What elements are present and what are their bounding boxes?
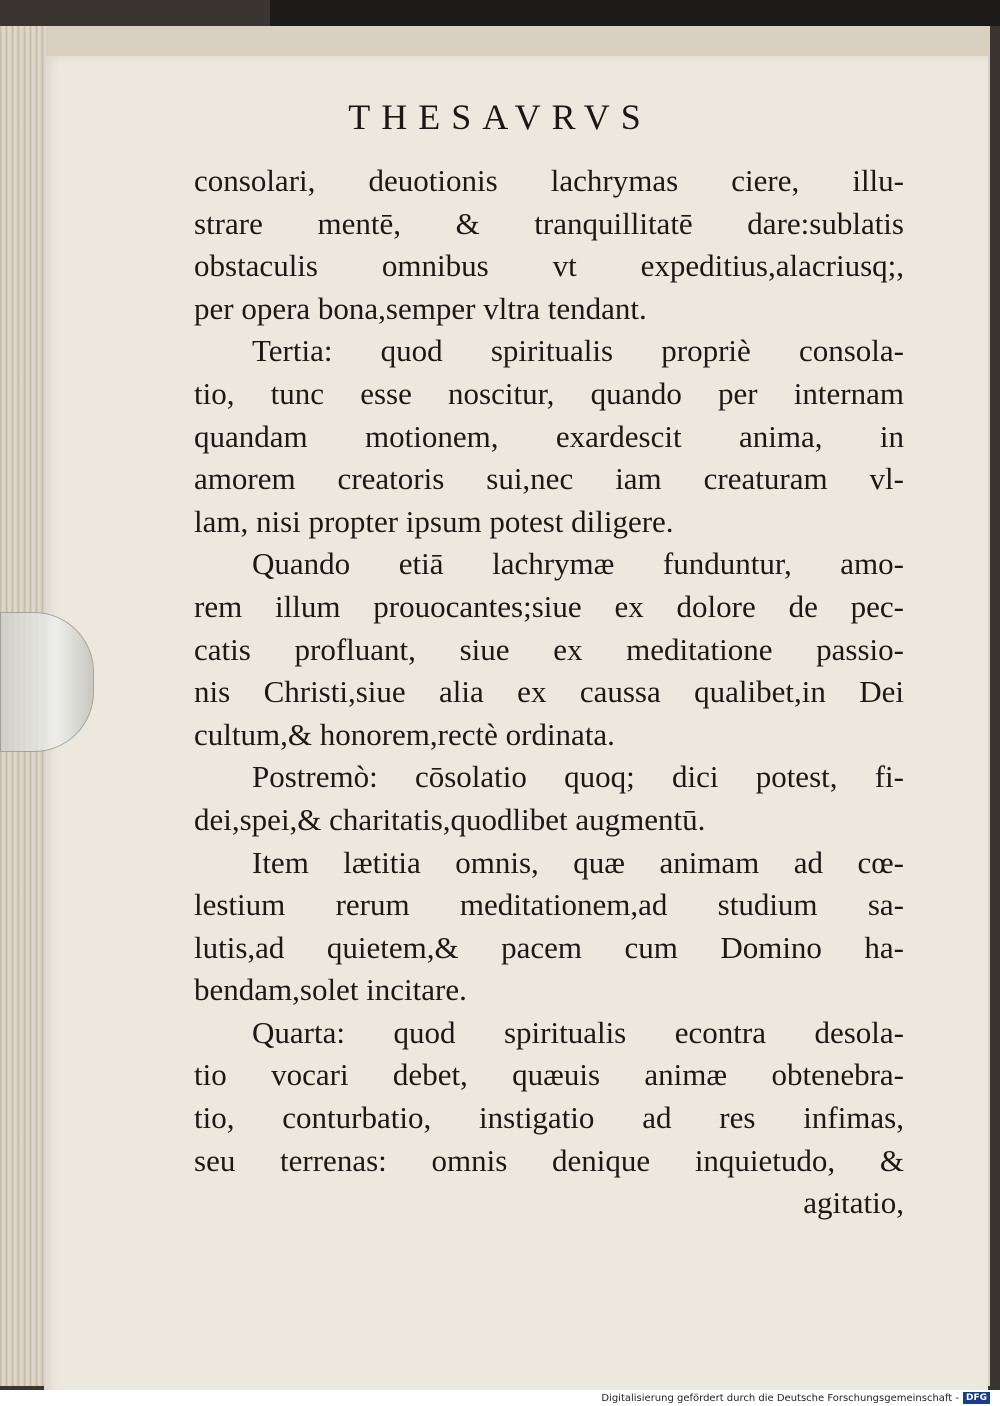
text-line: quandam motionem, exardescit anima, in <box>194 418 904 454</box>
text-line: dei,spei,& charitatis,quodlibet augmentū. <box>194 801 706 837</box>
text-line: seu terrenas: omnis denique inquietudo, & <box>194 1142 904 1178</box>
text-line: lestium rerum meditationem,ad studium sa- <box>194 887 904 923</box>
digitization-credit: Digitalisierung gefördert durch die Deutsche Forschungsgemeinschaft - <box>601 1392 959 1404</box>
text-line: per opera bona,semper vltra tendant. <box>194 290 647 326</box>
footer-bar <box>0 1390 1000 1406</box>
text-line: bendam,solet incitare. <box>194 972 467 1008</box>
text-line: lutis,ad quietem,& pacem cum Domino ha- <box>194 929 904 965</box>
text-line: Quando etiā lachrymæ funduntur, amo- <box>252 546 904 582</box>
text-line: nis Christi,siue alia ex caussa qualibet,in Dei <box>194 674 904 710</box>
running-head: THESAVRVS <box>348 97 652 137</box>
text-line: rem illum prouocantes;siue ex dolore de pec- <box>194 588 904 624</box>
text-line: tio vocari debet, quæuis animæ obtenebra- <box>194 1057 904 1093</box>
text-line: catis profluant, siue ex meditatione passio- <box>194 631 904 667</box>
text-line: strare mentē, & tranquillitatē dare:sublatis <box>194 205 904 241</box>
text-line: tio, conturbatio, instigatio ad res infimas, <box>194 1100 904 1136</box>
text-line: Item lætitia omnis, quæ animam ad cœ- <box>252 844 904 880</box>
page-text <box>194 160 904 1225</box>
text-line: obstaculis omnibus vt expeditius,alacriusq;, <box>194 248 904 284</box>
dfg-logo: DFG <box>963 1392 990 1404</box>
text-line: consolari, deuotionis lachrymas ciere, illu- <box>194 163 904 198</box>
text-line: cultum,& honorem,rectè ordinata. <box>194 716 615 752</box>
text-line: Postremò: cōsolatio quoq; dici potest, fi- <box>252 759 904 795</box>
text-line: Quarta: quod spiritualis econtra desola- <box>252 1014 904 1050</box>
book-binding <box>270 0 1000 26</box>
catchword: agitatio, <box>803 1185 904 1221</box>
text-line: tio, tunc esse noscitur, quando per internam <box>194 375 904 411</box>
text-line: amorem creatoris sui,nec iam creaturam vl- <box>194 461 904 497</box>
text-line: lam, nisi propter ipsum potest diligere. <box>194 503 674 539</box>
text-line: Tertia: quod spiritualis propriè consola- <box>252 333 904 369</box>
